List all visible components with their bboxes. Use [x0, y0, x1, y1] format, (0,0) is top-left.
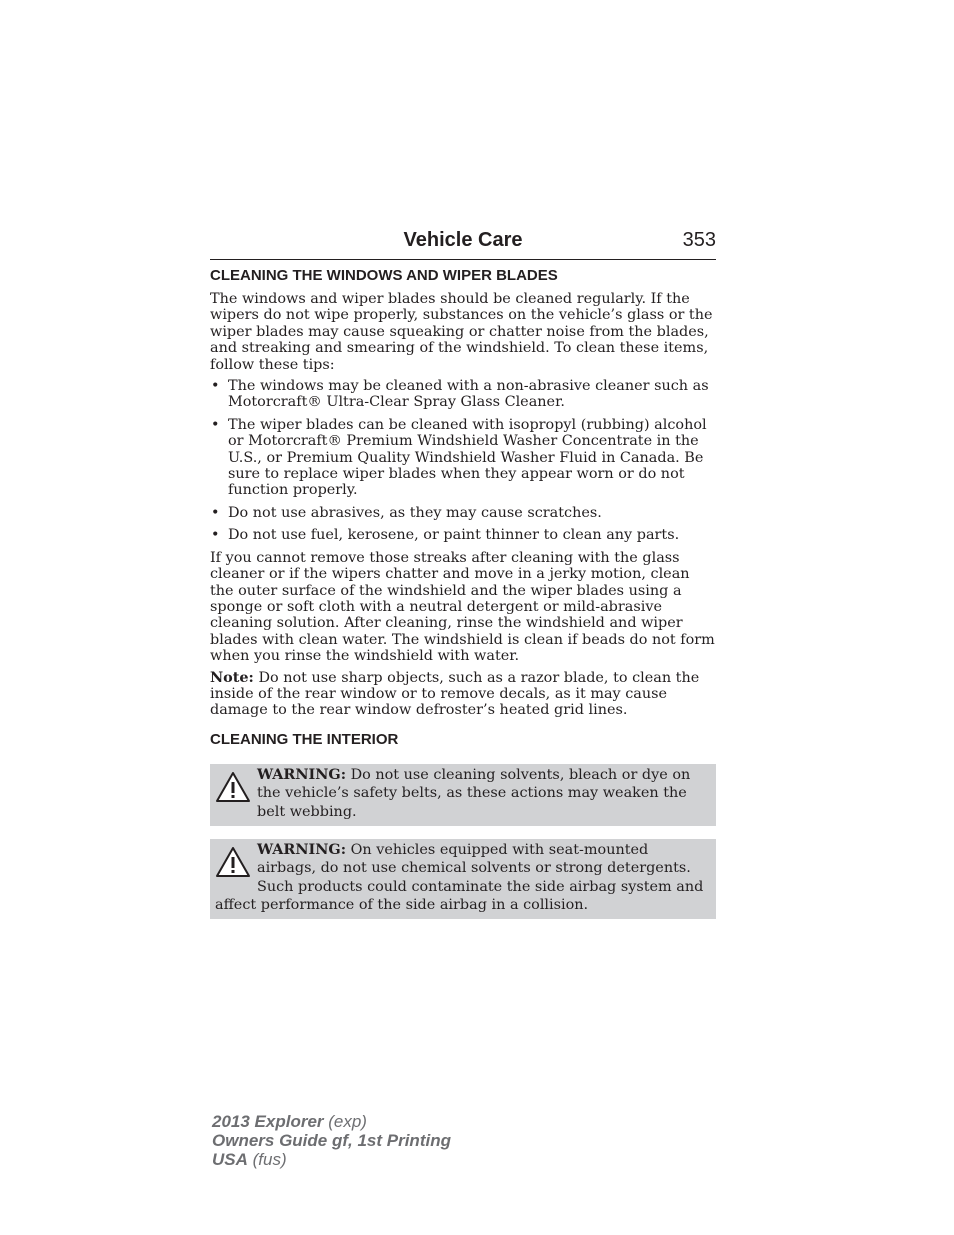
page-content: [210, 267, 716, 932]
page-footer: [212, 1112, 451, 1169]
note-label: Note:: [210, 668, 254, 686]
note-text: Do not use sharp objects, such as a razor blade, to clean the inside of the rear window or to remove decals, as it may cause damage to the rear window defroster’s heated grid lines.: [210, 669, 700, 719]
footer-line-model: [212, 1112, 451, 1131]
warning-triangle-icon: [215, 769, 251, 805]
warning-box: [210, 839, 716, 919]
warning-triangle-icon: [215, 844, 251, 880]
warning-text: Do not use cleaning solvents, bleach or dye on the vehicle’s safety belts, as these actions may weaken the belt webbing.: [257, 766, 691, 820]
list-item: [210, 505, 716, 521]
list-item-text: The wiper blades can be cleaned with isopropyl (rubbing) alcohol or Motorcraft® Premium Windshield Washer Concentrate in the U.S., or Premium Quality Windshield Washer Fluid in Canada. Be sure to replace wiper blades when they appear worn or do not function properly.: [228, 416, 707, 499]
warning-label: WARNING:: [257, 765, 347, 783]
intro-paragraph: The windows and wiper blades should be cleaned regularly. If the wipers do not wipe properly, substances on the vehicle’s glass or the wiper blades may cause squeaking or chatter noise from the blades, and streaking and smearing of the windshield. To clean these items, follow these tips:: [210, 291, 713, 373]
page-header: [210, 229, 716, 260]
list-item-text: The windows may be cleaned with a non-abrasive cleaner such as Motorcraft® Ultra-Clear Spray Glass Cleaner.: [228, 378, 709, 411]
heading-cleaning-interior: CLEANING THE INTERIOR: [210, 730, 399, 748]
footer-model-code: (exp): [323, 1112, 367, 1131]
streaks-paragraph: If you cannot remove those streaks after cleaning with the glass cleaner or if the wipers chatter and move in a jerky motion, clean the outer surface of the windshield and the wiper blades using a sponge or soft cloth with a neutral detergent or mild-abrasive cleaning solution. After cleaning, rinse the windshield and wiper blades with clean water. The windshield is clean if beads do not form when you rinse the windshield with water.: [210, 549, 715, 665]
bullet-icon: •: [211, 378, 220, 395]
bullet-icon: •: [211, 416, 220, 433]
section-title: Vehicle Care: [403, 229, 523, 251]
footer-market: USA: [212, 1150, 248, 1169]
warning-text: On vehicles equipped with seat-mounted airbags, do not use chemical solvents or strong detergents. Such products could contaminate the side airbag system and affect performance of the side airbag in a collision.: [215, 841, 704, 914]
footer-line-market: [212, 1150, 451, 1169]
warning-label: WARNING:: [257, 840, 347, 858]
list-item-text: Do not use abrasives, as they may cause scratches.: [228, 504, 602, 521]
heading-cleaning-windows: CLEANING THE WINDOWS AND WIPER BLADES: [210, 267, 558, 284]
footer-guide: Owners Guide gf, 1st Printing: [212, 1131, 451, 1150]
page-number: 353: [682, 229, 716, 251]
warning-box: [210, 764, 716, 826]
list-item: [210, 417, 716, 499]
footer-market-code: (fus): [247, 1150, 287, 1169]
bullet-icon: •: [211, 504, 220, 521]
note-paragraph: [210, 670, 716, 719]
footer-line-guide: [212, 1131, 451, 1150]
list-item: [210, 527, 716, 543]
tips-list: [210, 378, 716, 544]
bullet-icon: •: [211, 527, 220, 544]
list-item-text: Do not use fuel, kerosene, or paint thinner to clean any parts.: [228, 527, 680, 544]
footer-model: 2013 Explorer: [212, 1112, 324, 1131]
list-item: [210, 378, 716, 411]
